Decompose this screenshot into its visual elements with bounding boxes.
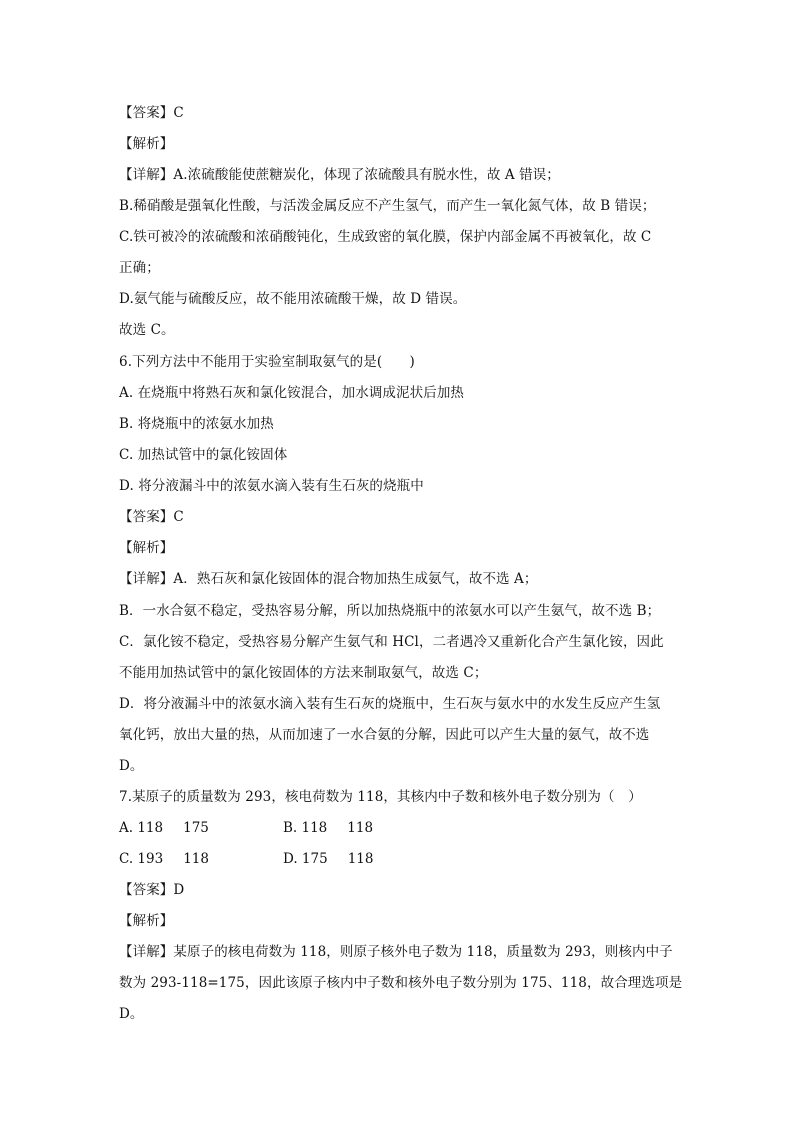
q7-option-a-value: 175 <box>183 820 209 836</box>
q5-answer: 【答案】C <box>119 105 184 121</box>
q6-detail-line: 氧化钙，放出大量的热，从而加速了一水合氨的分解，因此可以产生大量的氨气，故不选 <box>119 727 650 743</box>
q5-detail-line: 【详解】A.浓硫酸能使蔗糖炭化，体现了浓硫酸具有脱水性，故 A 错误； <box>119 167 560 183</box>
q6-option-b: B. 将烧瓶中的浓氨水加热 <box>119 416 274 432</box>
q5-detail-line: C.铁可被冷的浓硫酸和浓硝酸钝化，生成致密的氧化膜，保护内部金属不再被氧化，故 C <box>119 229 652 245</box>
q6-detail-line: 【详解】A．熟石灰和氯化铵固体的混合物加热生成氨气，故不选 A； <box>119 571 538 587</box>
q7-option-d-letter: D. 175 <box>283 851 328 867</box>
q6-detail-line: B．一水合氨不稳定，受热容易分解，所以加热烧瓶中的浓氨水可以产生氨气，故不选 B； <box>119 603 661 619</box>
q7-option-a <box>119 818 209 838</box>
q5-detail-line: D.氨气能与硫酸反应，故不能用浓硫酸干燥，故 D 错误。 <box>119 291 467 307</box>
q7-option-b-value: 118 <box>347 820 374 836</box>
q7-option-d <box>283 849 373 869</box>
q7-stem: 7.某原子的质量数为 293，核电荷数为 118，其核内中子数和核外电子数分别为（ ） <box>119 789 642 805</box>
q6-option-a: A. 在烧瓶中将熟石灰和氯化铵混合，加水调成泥状后加热 <box>119 385 465 401</box>
q6-detail-line: C．氯化铵不稳定，受热容易分解产生氨气和 HCl，二者遇冷又重新化合产生氯化铵，因此 <box>119 634 664 650</box>
q7-detail-line: D。 <box>119 1006 144 1022</box>
q5-analysis-heading: 【解析】 <box>119 136 174 152</box>
q7-detail-line: 【详解】某原子的核电荷数为 118，则原子核外电子数为 118，质量数为 293，则核内中子 <box>119 944 673 960</box>
q7-answer: 【答案】D <box>119 882 185 898</box>
q6-option-c: C. 加热试管中的氯化铵固体 <box>119 447 288 463</box>
q6-detail-line: D。 <box>119 758 144 774</box>
q6-stem: 6.下列方法中不能用于实验室制取氨气的是( ) <box>119 354 415 370</box>
q7-detail-line: 数为 293-118=175，因此该原子核内中子数和核外电子数分别为 175、118，故合理选项是 <box>119 975 683 991</box>
q7-option-c <box>119 849 209 869</box>
q7-option-c-letter: C. 193 <box>119 851 164 867</box>
q6-analysis-heading: 【解析】 <box>119 540 174 556</box>
q7-option-d-value: 118 <box>347 851 374 867</box>
q5-conclusion: 故选 C。 <box>119 322 175 338</box>
q6-option-d: D. 将分液漏斗中的浓氨水滴入装有生石灰的烧瓶中 <box>119 478 424 494</box>
q7-option-b-letter: B. 118 <box>283 820 328 836</box>
q7-option-a-letter: A. 118 <box>119 820 164 836</box>
q7-option-c-value: 118 <box>183 851 209 867</box>
q7-analysis-heading: 【解析】 <box>119 913 174 929</box>
q5-detail-line: 正确； <box>119 260 160 276</box>
q6-answer: 【答案】C <box>119 509 184 525</box>
q5-detail-line: B.稀硝酸是强氧化性酸，与活泼金属反应不产生氢气，而产生一氧化氮气体，故 B 错误； <box>119 198 656 214</box>
q7-option-b <box>283 818 373 838</box>
q6-detail-line: 不能用加热试管中的氯化铵固体的方法来制取氨气，故选 C； <box>119 665 488 681</box>
q6-detail-line: D．将分液漏斗中的浓氨水滴入装有生石灰的烧瓶中，生石灰与氨水中的水发生反应产生氢 <box>119 696 661 712</box>
